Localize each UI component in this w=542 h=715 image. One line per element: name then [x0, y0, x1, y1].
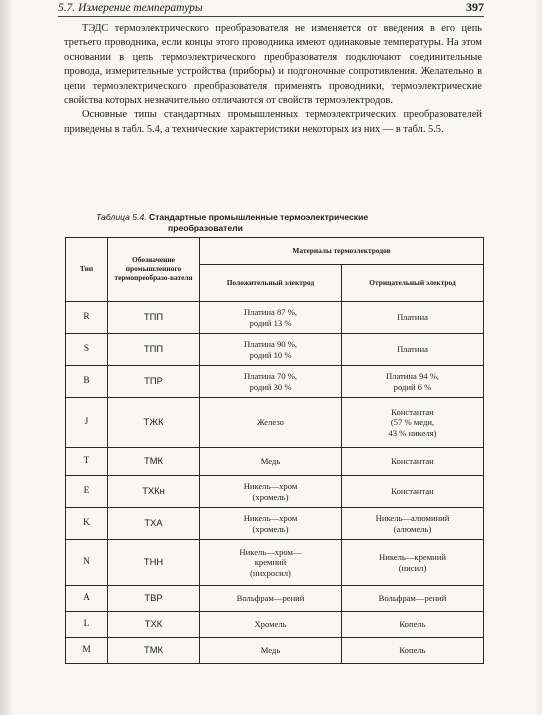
negative-electrode-cell: Константан: [342, 476, 484, 508]
designation-cell: ТМК: [108, 638, 200, 664]
type-cell: B: [66, 366, 108, 398]
positive-electrode-cell: Никель—хром (хромель): [200, 476, 342, 508]
type-cell: T: [66, 448, 108, 476]
caption-label: Таблица 5.4.: [96, 212, 147, 222]
paragraph: Основные типы стандартных промышленных термоэлектрических преобразователей приведены в табл. 5.4, а технические характеристики некоторых из них — в табл. 5.5.: [64, 109, 482, 135]
type-cell: E: [66, 476, 108, 508]
negative-electrode-cell: Платина: [342, 302, 484, 334]
table-row: [66, 476, 484, 508]
negative-electrode-cell: Константан (57 % меди, 43 % никеля): [342, 398, 484, 448]
positive-electrode-cell: Хромель: [200, 612, 342, 638]
table-row: [66, 366, 484, 398]
caption-title-line2: преобразователи: [168, 223, 243, 233]
negative-electrode-cell: Копель: [342, 638, 484, 664]
positive-electrode-cell: Платина 87 %, родий 13 %: [200, 302, 342, 334]
table-caption: [96, 212, 486, 234]
negative-electrode-cell: Никель—алюминий (алюмель): [342, 508, 484, 540]
negative-electrode-cell: Никель—кремний (нисил): [342, 540, 484, 586]
positive-electrode-cell: Медь: [200, 448, 342, 476]
designation-cell: ТХКн: [108, 476, 200, 508]
header-negative-electrode: Отрицательный электрод: [342, 265, 484, 302]
negative-electrode-cell: Константан: [342, 448, 484, 476]
designation-cell: ТЖК: [108, 398, 200, 448]
type-cell: A: [66, 586, 108, 612]
table-row: [66, 334, 484, 366]
designation-cell: ТНН: [108, 540, 200, 586]
table-row: [66, 638, 484, 664]
designation-cell: ТХА: [108, 508, 200, 540]
type-cell: S: [66, 334, 108, 366]
designation-cell: ТПР: [108, 366, 200, 398]
running-head: [58, 2, 484, 17]
table-row: [66, 508, 484, 540]
positive-electrode-cell: Вольфрам—рений: [200, 586, 342, 612]
type-cell: K: [66, 508, 108, 540]
negative-electrode-cell: Копель: [342, 612, 484, 638]
type-cell: N: [66, 540, 108, 586]
header-materials: Материалы термоэлектродов: [200, 238, 484, 265]
header-type: Тип: [66, 238, 108, 302]
positive-electrode-cell: Платина 90 %, родий 10 %: [200, 334, 342, 366]
table-row: [66, 540, 484, 586]
header-designation: Обозначение промышленного термопреобразо-вателя: [108, 238, 200, 302]
type-cell: L: [66, 612, 108, 638]
type-cell: R: [66, 302, 108, 334]
positive-electrode-cell: Железо: [200, 398, 342, 448]
paragraph: ТЭДС термоэлектрического преобразователя не изменяется от введения в его цепь третьего проводника, если концы этого проводника имеют одинаковые температуры. На этом основании в цепь термоэлектрического преобразователя подключают соединительные провода, измерительные устройства (приборы) и подгоночные сопротивления. Желательно в цепи термоэлектрического преобразователя применять проводники, термоэлектрические свойства которых незначительно отличаются от свойств термоэлектродов.: [64, 23, 482, 107]
designation-cell: ТМК: [108, 448, 200, 476]
type-cell: J: [66, 398, 108, 448]
designation-cell: ТХК: [108, 612, 200, 638]
designation-cell: ТВР: [108, 586, 200, 612]
type-cell: M: [66, 638, 108, 664]
table-row: [66, 302, 484, 334]
positive-electrode-cell: Никель—хром— кремний (нихросил): [200, 540, 342, 586]
positive-electrode-cell: Медь: [200, 638, 342, 664]
negative-electrode-cell: Платина: [342, 334, 484, 366]
positive-electrode-cell: Никель—хром (хромель): [200, 508, 342, 540]
designation-cell: ТПП: [108, 302, 200, 334]
table-row: [66, 586, 484, 612]
section-title: 5.7. Измерение температуры: [58, 2, 203, 14]
body-text: [64, 22, 482, 137]
page-edge: [536, 0, 542, 715]
gutter-shadow: [0, 0, 14, 715]
header-positive-electrode: Положительный электрод: [200, 265, 342, 302]
designation-cell: ТПП: [108, 334, 200, 366]
table-row: [66, 398, 484, 448]
negative-electrode-cell: Вольфрам—рений: [342, 586, 484, 612]
positive-electrode-cell: Платина 70 %, родий 30 %: [200, 366, 342, 398]
table-row: [66, 448, 484, 476]
thermocouple-table: [65, 237, 484, 664]
page-number: 397: [466, 0, 484, 14]
table-row: [66, 612, 484, 638]
caption-title-line1: Стандартные промышленные термоэлектрические: [149, 212, 369, 222]
table-body: [66, 302, 484, 664]
negative-electrode-cell: Платина 94 %, родий 6 %: [342, 366, 484, 398]
